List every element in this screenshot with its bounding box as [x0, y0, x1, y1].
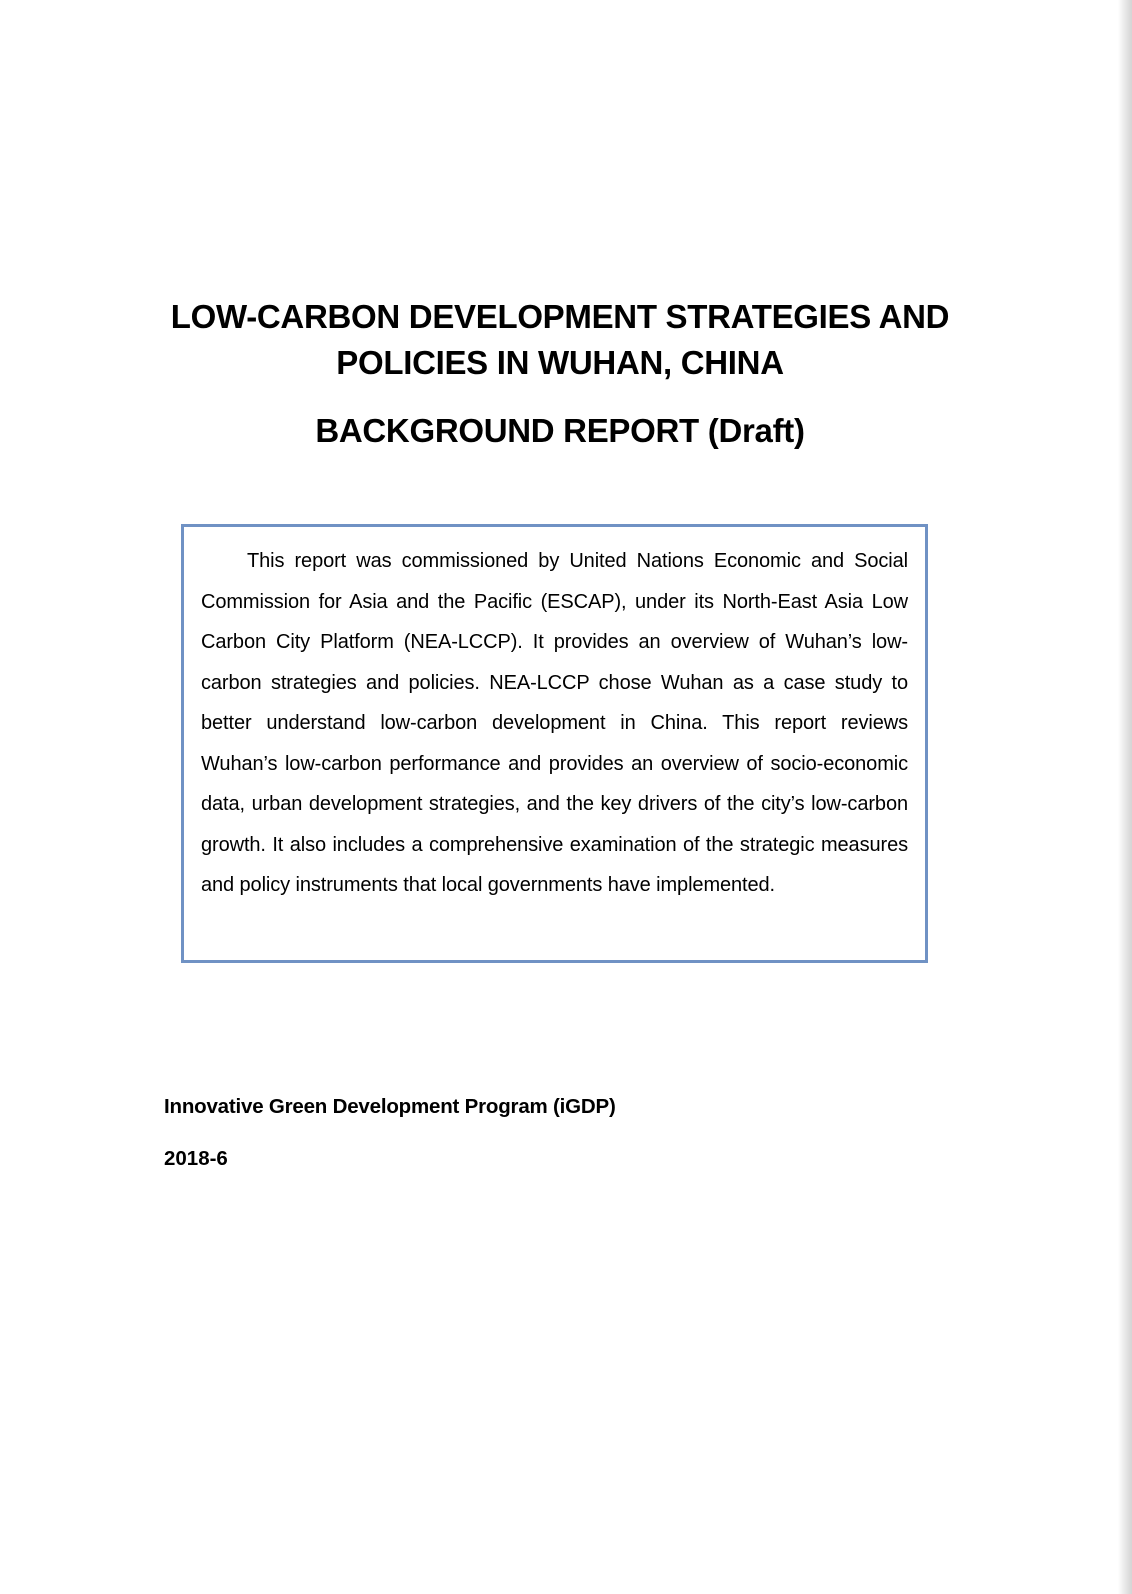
report-title: [160, 294, 960, 386]
page-edge-shadow: [1118, 0, 1132, 1594]
summary-paragraph: This report was commissioned by United Nations Economic and Social Commission for Asia and the Pacific (ESCAP), under its North-East Asia Low Carbon City Platform (NEA-LCCP). It provides an overview of Wuhan’s low-carbon strategies and policies. NEA-LCCP chose Wuhan as a case study to better understand low-carbon development in China. This report reviews Wuhan’s low-carbon performance and provides an overview of socio-economic data, urban development strategies, and the key drivers of the city’s low-carbon growth. It also includes a comprehensive examination of the strategic measures and policy instruments that local governments have implemented.: [201, 550, 908, 896]
report-title-line-1: LOW-CARBON DEVELOPMENT STRATEGIES AND: [170, 298, 950, 335]
report-title-line-2: POLICIES IN WUHAN, CHINA: [336, 344, 784, 381]
report-date: 2018-6: [164, 1147, 228, 1170]
summary-box: [181, 524, 928, 963]
report-subtitle: BACKGROUND REPORT (Draft): [315, 412, 805, 449]
organization-name: Innovative Green Development Program (iGDP): [164, 1095, 616, 1118]
